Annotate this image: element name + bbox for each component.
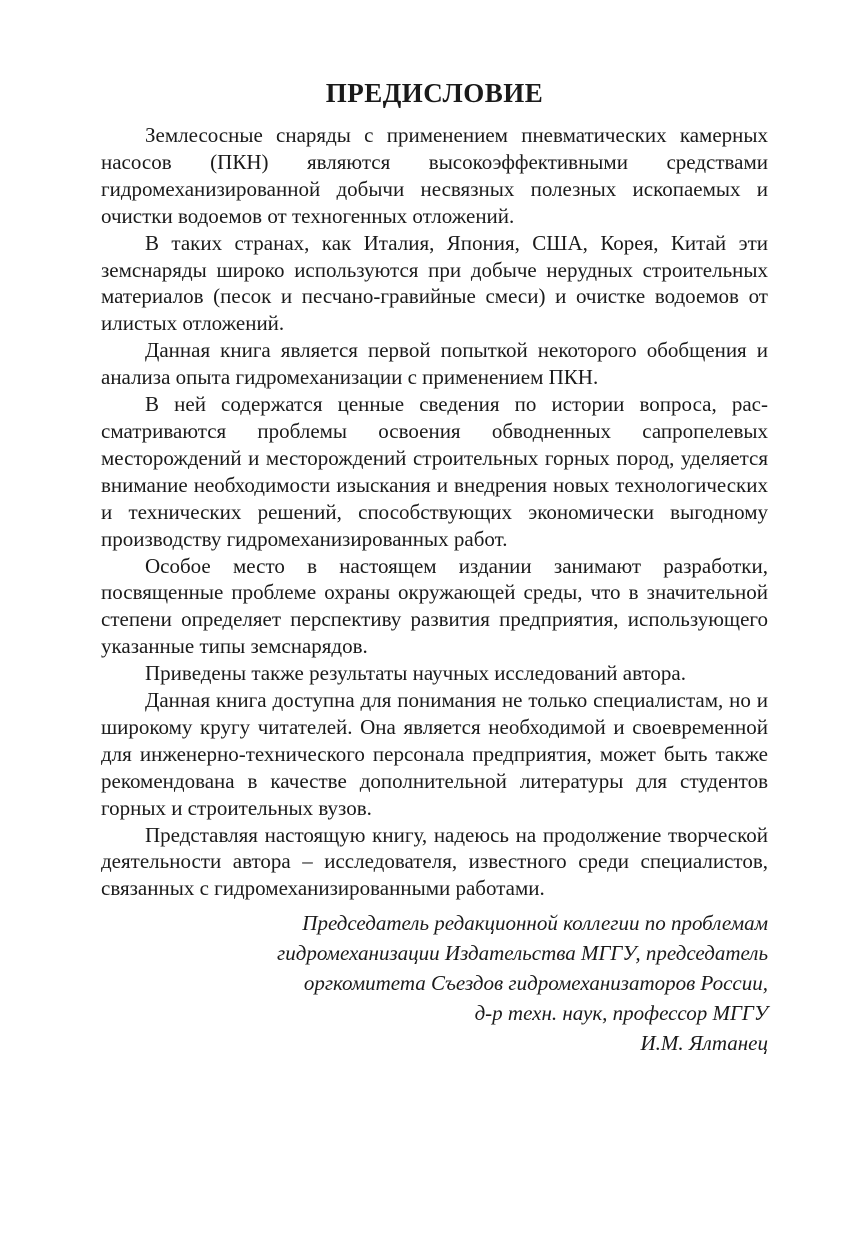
preface-page bbox=[101, 76, 768, 1058]
paragraph-6: Приведены также результаты научных исследований автора. bbox=[145, 661, 686, 686]
paragraph-5: Особое место в настоящем издании занимают разработки, посвященные проблеме охраны окружающей среды, что в значительной степени определяет перспективу развития предприятия, использующего указанные типы земснарядов. bbox=[101, 553, 768, 659]
paragraph-2: В таких странах, как Италия, Япония, США, Корея, Китай эти земснаряды широко используются при добыче нерудных строительных материалов (песок и песчано-гравийные смеси) и очистке водоемов от илистых отложений. bbox=[101, 230, 768, 336]
paragraph-1: Землесосные снаряды с применением пневматических камерных насосов (ПКН) являются высокоэффективными средствами гидромеханизированной добычи несвязных полезных ископаемых и очистки водоемов от техногенных отложений. bbox=[101, 123, 768, 228]
signature-line-2: гидромеханизации Издательства МГГУ, председатель bbox=[277, 941, 768, 966]
signature-line-4: д-р техн. наук, профессор МГГУ bbox=[474, 1001, 768, 1026]
paragraph-7: Данная книга доступна для понимания не только специалистам, но и широкому кругу читателей. Она является необходимой и своевременной для инженерно-технического персонала предприятия, может быть также рекомендована в качестве дополнительной литературы для студентов горных и строительных вузов. bbox=[101, 688, 768, 820]
paragraph-4: В ней содержатся ценные сведения по истории вопроса, рассматриваются проблемы освоения обводненных сапропелевых месторождений и месторождений строительных горных пород, уделяется внимание необходимости изыскания и внедрения новых технологических и технических решений, способствующих экономически выгодному производству гидромеханизированных работ. bbox=[101, 392, 768, 551]
signature-author-name: И.М. Ялтанец bbox=[640, 1031, 768, 1056]
signature-line-1: Председатель редакционной коллегии по проблемам bbox=[302, 911, 768, 936]
paragraph-3: Данная книга является первой попыткой некоторого обобщения и анализа опыта гидромеханизации с применением ПКН. bbox=[101, 338, 768, 390]
paragraph-8: Представляя настоящую книгу, надеюсь на продолжение творческой деятельности автора – исследователя, известного среди специалистов, связанных с гидромеханизированными работами. bbox=[101, 822, 768, 901]
page-title: ПРЕДИСЛОВИЕ bbox=[325, 78, 544, 108]
author-signature bbox=[101, 908, 768, 1058]
signature-line-3: оргкомитета Съездов гидромеханизаторов России, bbox=[303, 971, 768, 996]
